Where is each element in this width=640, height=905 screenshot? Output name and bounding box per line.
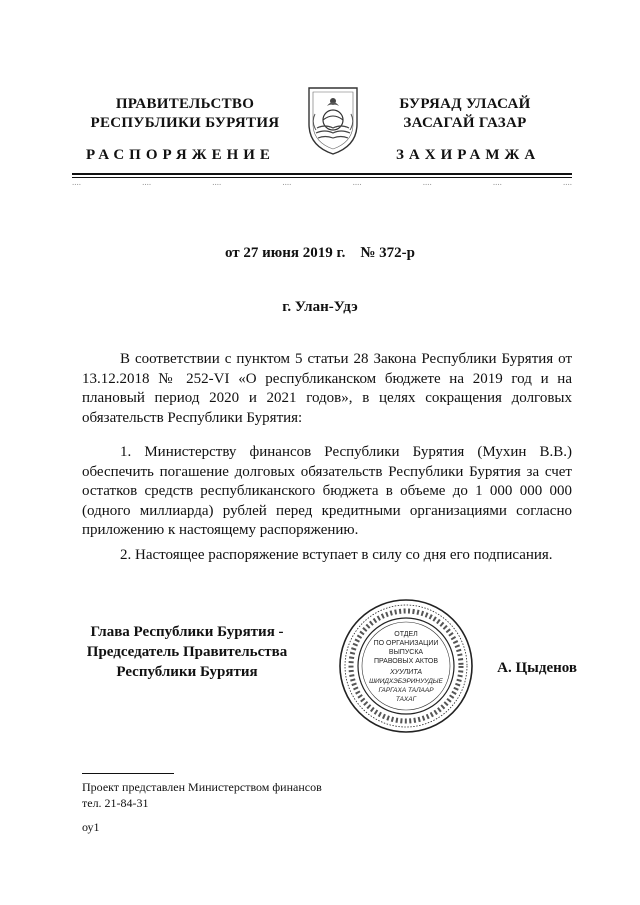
body-paragraph-1: В соответствии с пунктом 5 статьи 28 Закона Республики Бурятия от 13.12.2018 № 252-VI «О республиканском бюджете на 2019 год и на плановый период 2020 и 2021 годов», в целях сокращения долговых обязательств Республики Бурятия: <box>82 351 572 426</box>
document-city: г. Улан-Удэ <box>282 299 358 315</box>
doc-kind-left: РАСПОРЯЖЕНИЕ <box>86 147 275 163</box>
signatory-name: А. Цыденов <box>497 660 577 676</box>
signatory-title-line2: Председатель Правительства <box>86 644 288 660</box>
document-number: № 372-р <box>360 245 416 261</box>
date-number-line <box>0 245 640 262</box>
stamp-line2: ПО ОРГАНИЗАЦИИ <box>373 640 439 647</box>
footer-code: оу1 <box>82 820 100 834</box>
stamp-line6: ШИИДХЭБЭРИНУУДЫЕ <box>369 678 443 685</box>
header-right-line2: ЗАСАГАЙ ГАЗАР <box>403 115 527 131</box>
footer-divider <box>82 773 174 774</box>
header-right-block <box>360 95 570 133</box>
signatory-title-line1: Глава Республики Бурятия - <box>90 624 284 640</box>
body-paragraph-3: 2. Настоящее распоряжение вступает в силу со дня его подписания. <box>120 547 553 563</box>
stamp-line4: ПРАВОВЫХ АКТОВ <box>373 658 439 665</box>
doc-kind-right: ЗАХИРАМЖА <box>396 147 541 163</box>
official-stamp <box>338 598 474 734</box>
stamp-line5: ХУУЛИТА <box>390 669 422 676</box>
header-left-line1: ПРАВИТЕЛЬСТВО <box>115 96 255 112</box>
document-date: от 27 июня 2019 г. <box>224 245 346 261</box>
stamp-line7: ГАРГАХА ТАЛААР <box>378 687 434 694</box>
footer-phone: тел. 21-84-31 <box>82 796 149 810</box>
header-right-line1: БУРЯАД УЛАСАЙ <box>399 96 531 112</box>
header-dotted-fields: .... .... .... .... .... .... .... .... <box>72 177 572 187</box>
body-paragraph-2: 1. Министерству финансов Республики Бурятия (Мухин В.В.) обеспечить погашение долговых обязательств Республики Бурятия за счет остатков средств республиканского бюджета в объеме до 1 000 000 000 (одного миллиарда) рублей перед кредитными организациями согласно приложению к настоящему распоряжению. <box>82 444 572 538</box>
stamp-line8: ТАХАГ <box>395 696 417 703</box>
header-left-line2: РЕСПУБЛИКИ БУРЯТИЯ <box>90 115 280 131</box>
signatory-title <box>72 622 302 682</box>
footer-prepared-by: Проект представлен Министерством финансов <box>82 780 322 794</box>
stamp-line3: ВЫПУСКА <box>388 649 424 656</box>
coat-of-arms-icon <box>303 84 363 156</box>
header-divider-thick <box>72 173 572 175</box>
header-left-block <box>80 95 290 133</box>
stamp-line1: ОТДЕЛ <box>394 631 418 638</box>
signatory-title-line3: Республики Бурятия <box>116 664 258 680</box>
